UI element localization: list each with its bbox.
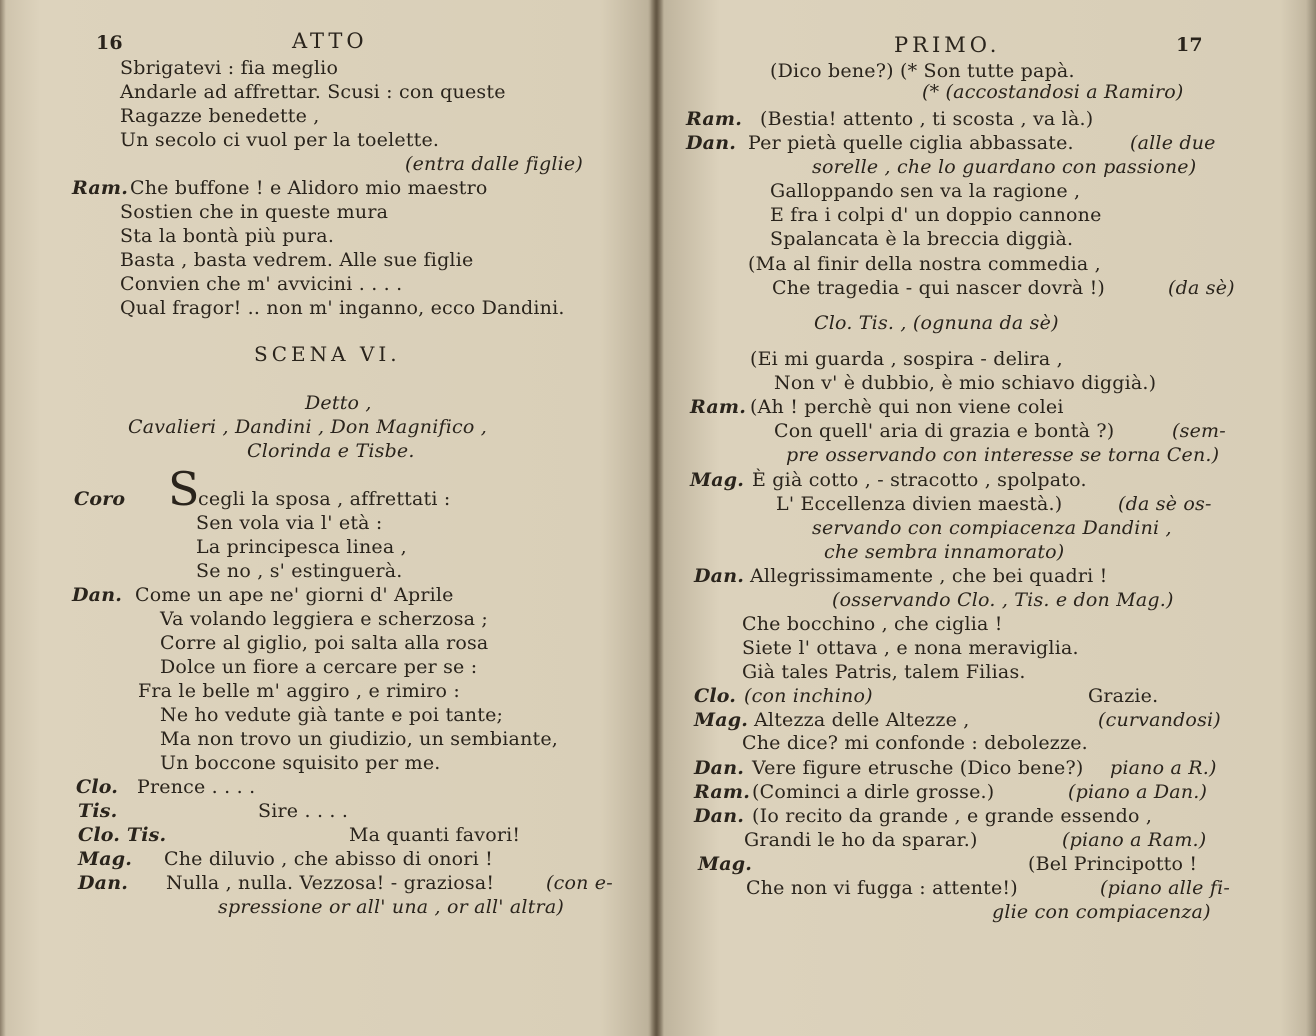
text-line: Va volando leggiera e scherzosa ; <box>160 608 489 630</box>
speaker-label: Dan. <box>694 565 745 587</box>
speaker-label: Ram. <box>694 781 751 803</box>
text-line: (Dico bene?) (* Son tutte papà. <box>770 60 1075 82</box>
text-line: Che diluvio , che abisso di onori ! <box>164 848 493 870</box>
text-line: La principesca linea , <box>196 536 407 558</box>
stage-direction: servando con compiacenza Dandini , <box>812 517 1172 539</box>
left-page <box>0 0 656 1036</box>
text-line: Se no , s' estinguerà. <box>196 560 403 582</box>
text-line: Ne ho vedute già tante e poi tante; <box>160 704 504 726</box>
text-line: (Ei mi guarda , sospira - delira , <box>750 348 1063 370</box>
text-line: Per pietà quelle ciglia abbassate. <box>748 132 1074 154</box>
text-line: Che tragedia - qui nascer dovrà !) <box>772 277 1106 299</box>
stage-direction: sorelle , che lo guardano con passione) <box>812 156 1197 178</box>
speaker-label: Mag. <box>690 469 745 491</box>
stage-direction: (da sè) <box>1168 277 1235 299</box>
text-line: Dolce un fiore a cercare per se : <box>160 656 478 678</box>
text-line: Altezza delle Altezze , <box>754 709 970 731</box>
text-line: Come un ape ne' giorni d' Aprile <box>135 584 454 606</box>
speaker-label: Mag. <box>78 848 133 870</box>
speaker-label: Dan. <box>78 872 129 894</box>
stage-direction: (con inchino) <box>744 685 873 707</box>
text-line: Corre al giglio, poi salta alla rosa <box>160 632 489 654</box>
stage-direction: (sem- <box>1172 420 1226 442</box>
speaker-label: Coro <box>74 488 126 510</box>
stage-direction: (piano a Dan.) <box>1068 781 1208 803</box>
speaker-label: Dan. <box>686 132 737 154</box>
text-line: Sen vola via l' età : <box>196 512 383 534</box>
text-line: Un secolo ci vuol per la toelette. <box>120 129 440 151</box>
stage-direction: (alle due <box>1130 132 1216 154</box>
text-line: Non v' è dubbio, è mio schiavo diggià.) <box>774 372 1157 394</box>
page-number: 17 <box>1176 34 1203 56</box>
text-line: E fra i colpi d' un doppio cannone <box>770 204 1102 226</box>
text-line: Allegrissimamente , che bei quadri ! <box>750 565 1108 587</box>
running-head: ATTO <box>292 29 368 53</box>
cast-line: Cavalieri , Dandini , Don Magnifico , <box>128 416 487 438</box>
stage-direction: (entra dalle figlie) <box>405 153 583 175</box>
text-line: Che buffone ! e Alidoro mio maestro <box>130 177 488 199</box>
speaker-label: Mag. <box>698 853 753 875</box>
cast-line: Clorinda e Tisbe. <box>247 440 415 462</box>
text-line: Prence . . . . <box>137 776 256 798</box>
text-line: (Io recito da grande , e grande essendo , <box>752 805 1153 827</box>
text-line: L' Eccellenza divien maestà.) <box>776 493 1063 515</box>
text-line: Andarle ad affrettar. Scusi : con queste <box>120 81 506 103</box>
stage-direction: (osservando Clo. , Tis. e don Mag.) <box>832 589 1174 611</box>
speaker-label: Dan. <box>694 805 745 827</box>
text-line: (Ah ! perchè qui non viene colei <box>750 396 1064 418</box>
speaker-label: Clo. Tis. <box>78 824 167 846</box>
scene-title: SCENA VI. <box>254 342 401 366</box>
text-line: Che non vi fugga : attente!) <box>746 877 1018 899</box>
text-line: Ma non trovo un giudizio, un sembiante, <box>160 728 559 750</box>
text-line: Basta , basta vedrem. Alle sue figlie <box>120 249 474 271</box>
text-line: Un boccone squisito per me. <box>160 752 441 774</box>
speaker-label: Tis. <box>78 800 118 822</box>
stage-direction: spressione or all' una , or all' altra) <box>218 896 564 918</box>
speaker-label: Ram. <box>690 396 747 418</box>
speaker-label: Ram. <box>72 177 129 199</box>
speaker-label: Clo. <box>76 776 119 798</box>
running-head: PRIMO. <box>894 33 1001 57</box>
speaker-label: Clo. <box>694 685 737 707</box>
stage-direction: glie con compiacenza) <box>992 901 1211 923</box>
stage-direction: (con e- <box>546 872 613 894</box>
text-line: (Cominci a dirle grosse.) <box>752 781 995 803</box>
text-line: Sta la bontà più pura. <box>120 225 335 247</box>
text-line: Che dice? mi confonde : debolezze. <box>742 732 1088 754</box>
text-line: È già cotto , - stracotto , spolpato. <box>752 469 1087 491</box>
text-line: Qual fragor! .. non m' inganno, ecco Dandini. <box>120 297 565 319</box>
speaker-label: Dan. <box>72 584 123 606</box>
text-line: Grazie. <box>1088 685 1159 707</box>
text-line: Che bocchino , che ciglia ! <box>742 613 1003 635</box>
stage-direction: (* (accostandosi a Ramiro) <box>922 81 1184 103</box>
stage-direction: (da sè os- <box>1118 493 1212 515</box>
text-line: Nulla , nulla. Vezzosa! - graziosa! <box>166 872 495 894</box>
text-line: Sbrigatevi : fia meglio <box>120 57 339 79</box>
cast-line: Detto , <box>305 392 372 414</box>
text-line: Sire . . . . <box>258 800 349 822</box>
drop-cap: S <box>168 462 200 516</box>
text-line: Già tales Patris, talem Filias. <box>742 661 1026 683</box>
stage-direction: (piano a Ram.) <box>1062 829 1207 851</box>
text-line: Galloppando sen va la ragione , <box>770 180 1081 202</box>
speaker-label: Mag. <box>694 709 749 731</box>
text-line: (Bestia! attento , ti scosta , va là.) <box>760 108 1094 130</box>
text-line: Ma quanti favori! <box>349 824 521 846</box>
text-line: Ragazze benedette , <box>120 105 320 127</box>
text-line: Siete l' ottava , e nona meraviglia. <box>742 637 1079 659</box>
text-line: cegli la sposa , affrettati : <box>198 488 451 510</box>
stage-direction: (curvandosi) <box>1098 709 1221 731</box>
stage-direction: piano a R.) <box>1110 757 1217 779</box>
section-heading: Clo. Tis. , (ognuna da sè) <box>814 312 1059 334</box>
text-line: Fra le belle m' aggiro , e rimiro : <box>138 680 460 702</box>
page-number: 16 <box>96 32 123 54</box>
text-line: (Ma al finir della nostra commedia , <box>748 253 1101 275</box>
stage-direction: pre osservando con interesse se torna Cen.) <box>786 444 1220 466</box>
speaker-label: Dan. <box>694 757 745 779</box>
speaker-label: Ram. <box>686 108 743 130</box>
text-line: Con quell' aria di grazia e bontà ?) <box>774 420 1115 442</box>
text-line: Spalancata è la breccia diggià. <box>770 228 1074 250</box>
right-page <box>656 0 1316 1036</box>
text-line: Sostien che in queste mura <box>120 201 389 223</box>
text-line: Convien che m' avvicini . . . . <box>120 273 403 295</box>
text-line: Grandi le ho da sparar.) <box>744 829 978 851</box>
stage-direction: che sembra innamorato) <box>824 541 1065 563</box>
text-line: Vere figure etrusche (Dico bene?) <box>752 757 1084 779</box>
text-line: (Bel Principotto ! <box>1028 853 1198 875</box>
stage-direction: (piano alle fi- <box>1100 877 1230 899</box>
